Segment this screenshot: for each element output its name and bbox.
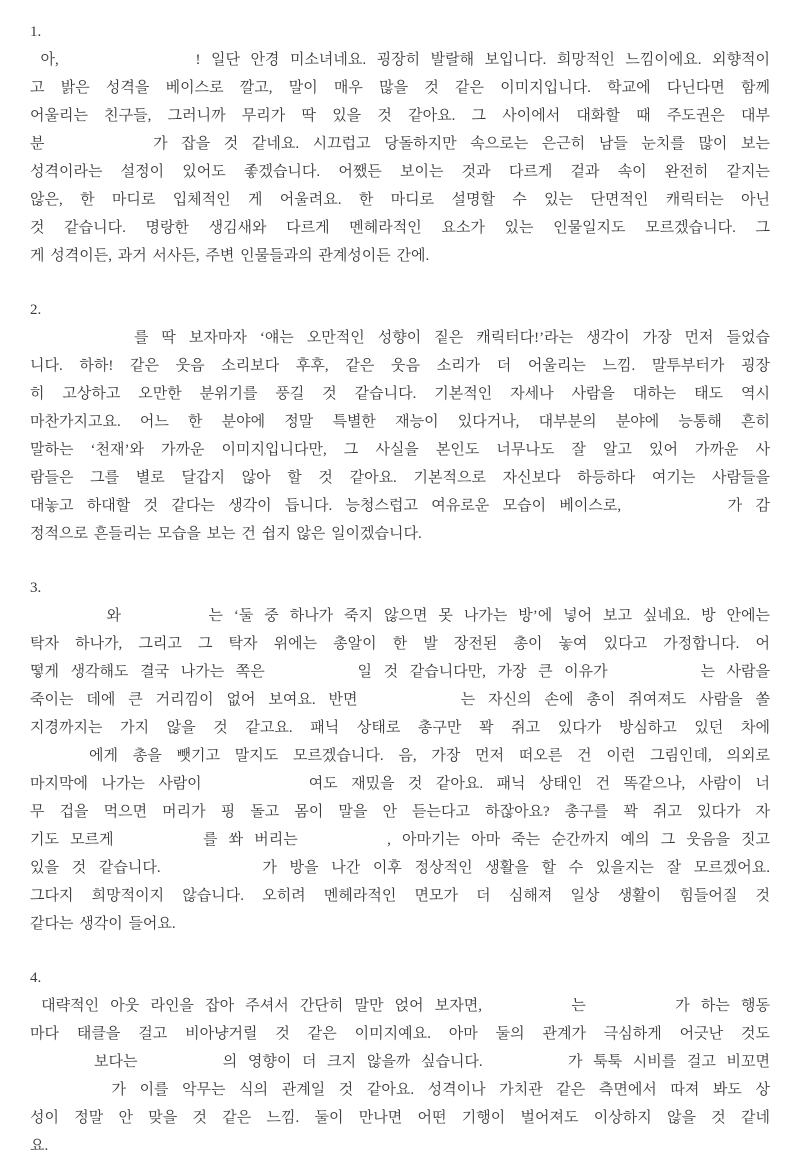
text-line: 정적으로 흔들리는 모습을 보는 건 쉽지 않은 일이겠습니다. <box>30 526 422 542</box>
section-1 <box>30 18 770 270</box>
text-line: 고 밝은 성격을 베이스로 깔고, 말이 매우 많을 것 같은 이미지입니다. 학교에 다닌다면 함께 <box>30 80 770 96</box>
section-4 <box>30 964 770 1160</box>
section-2 <box>30 296 770 548</box>
text-line: 같다는 생각이 들어요. <box>30 916 176 932</box>
text-line: 게 성격이든, 과거 서사든, 주변 인물들과의 관계성이든 간에. <box>30 248 430 264</box>
text-line: 어울리는 친구들, 그러니까 무리가 딱 있을 것 같아요. 그 사이에서 대화할 때 주도권은 대부 <box>30 108 770 124</box>
text-line: 대놓고 하대할 것 같다는 생각이 듭니다. 능청스럽고 여유로운 모습이 베이스로, 가 감 <box>30 498 770 514</box>
text-line: 무 겁을 먹으면 머리가 핑 돌고 몸이 말을 안 듣는다고 하잖아요? 총구를 꽉 쥐고 있다가 자 <box>30 804 770 820</box>
text-line: 히 고상하고 오만한 분위기를 풍길 것 같습니다. 기본적인 자세나 사람을 대하는 태도 역시 <box>30 386 770 402</box>
text-line: 가 이를 악무는 식의 관계일 것 같아요. 성격이나 가치관 같은 측면에서 따져 봐도 상 <box>30 1082 770 1098</box>
text-line: 않은, 한 마디로 입체적인 게 어울려요. 한 마디로 설명할 수 있는 단면적인 캐릭터는 아닌 <box>30 192 770 208</box>
text-line: 요. <box>30 1138 49 1154</box>
text-line: 아, ! 일단 안경 미소녀네요. 굉장히 발랄해 보입니다. 희망적인 느낌이에요. 외향적이 <box>30 52 770 68</box>
text-line: 성격이라는 설정이 있어도 좋겠습니다. 어쨌든 보이는 것과 다르게 겉과 속이 완전히 같지는 <box>30 164 770 180</box>
text-line: 를 딱 보자마자 ‘얘는 오만적인 성향이 짙은 캐릭터다!’라는 생각이 가장 먼저 들었습 <box>30 330 770 346</box>
section-2-number: 2. <box>30 302 42 318</box>
text-line: 에게 총을 뺏기고 말지도 모르겠습니다. 음, 가장 먼저 떠오른 건 이런 그림인데, 의외로 <box>30 748 771 764</box>
text-line: 있을 것 같습니다. 가 방을 나간 이후 정상적인 생활을 할 수 있을지는 잘 모르겠어요. <box>30 860 770 876</box>
text-line: 니다. 하하! 같은 웃음 소리보다 후후, 같은 웃음 소리가 더 어울리는 느낌. 말투부터가 굉장 <box>30 358 770 374</box>
text-line: 기도 모르게 를 쏴 버리는 , 아마기는 아마 죽는 순간까지 예의 그 웃음을 짓고 <box>30 832 770 848</box>
text-line: 보다는 의 영향이 더 크지 않을까 싶습니다. 가 툭툭 시비를 걸고 비꼬면 <box>30 1054 771 1070</box>
text-line: 성이 정말 안 맞을 것 같은 느낌. 둘이 만나면 어떤 기행이 벌어져도 이상하지 않을 것 같네 <box>30 1110 770 1126</box>
text-line: 것 같습니다. 명랑한 생김새와 다르게 멘헤라적인 요소가 있는 인물일지도 모르겠습니다. 그 <box>30 220 770 236</box>
text-line: 말하는 ‘천재’와 가까운 이미지입니다만, 그 사실을 본인도 너무나도 잘 알고 있어 가까운 사 <box>30 442 770 458</box>
section-3-number: 3. <box>30 580 42 596</box>
text-line: 탁자 하나가, 그리고 그 탁자 위에는 총알이 한 발 장전된 총이 놓여 있다고 가정합니다. 어 <box>30 636 770 652</box>
text-line: 지경까지는 가지 않을 것 같고요. 패닉 상태로 총구만 꽉 쥐고 있다가 방심하고 있던 차에 <box>30 720 770 736</box>
text-line: 죽이는 데에 큰 거리낌이 없어 보여요. 반면 는 자신의 손에 총이 쥐여져도 사람을 쏠 <box>30 692 770 708</box>
text-line: 마다 태클을 걸고 비아냥거릴 것 같은 이미지예요. 아마 둘의 관계가 극심하게 어긋난 것도 <box>30 1026 770 1042</box>
text-line: 대략적인 아웃 라인을 잡아 주셔서 간단히 말만 얹어 보자면, 는 가 하는 행동 <box>30 998 771 1014</box>
text-line: 그다지 희망적이지 않습니다. 오히려 멘헤라적인 면모가 더 심해져 일상 생활이 힘들어질 것 <box>30 888 770 904</box>
section-1-number: 1. <box>30 24 42 40</box>
section-4-number: 4. <box>30 970 42 986</box>
section-3 <box>30 574 770 938</box>
text-line: 람들은 그를 별로 달갑지 않아 할 것 같아요. 기본적으로 자신보다 하등하다 여기는 사람들을 <box>30 470 770 486</box>
text-line: 마찬가지고요. 어느 한 분야에 정말 특별한 재능이 있다거나, 대부분의 분야에 능통해 흔히 <box>30 414 770 430</box>
text-line: 떻게 생각해도 결국 나가는 쪽은 일 것 같습니다만, 가장 큰 이유가 는 사람을 <box>30 664 770 680</box>
text-line: 분 가 잡을 것 같네요. 시끄럽고 당돌하지만 속으로는 은근히 남들 눈치를 많이 보는 <box>30 136 770 152</box>
text-line: 와 는 ‘둘 중 하나가 죽지 않으면 못 나가는 방’에 넣어 보고 싶네요. 방 안에는 <box>30 608 771 624</box>
text-line: 마지막에 나가는 사람이 여도 재밌을 것 같아요. 패닉 상태인 건 똑같으나, 사람이 너 <box>30 776 770 792</box>
